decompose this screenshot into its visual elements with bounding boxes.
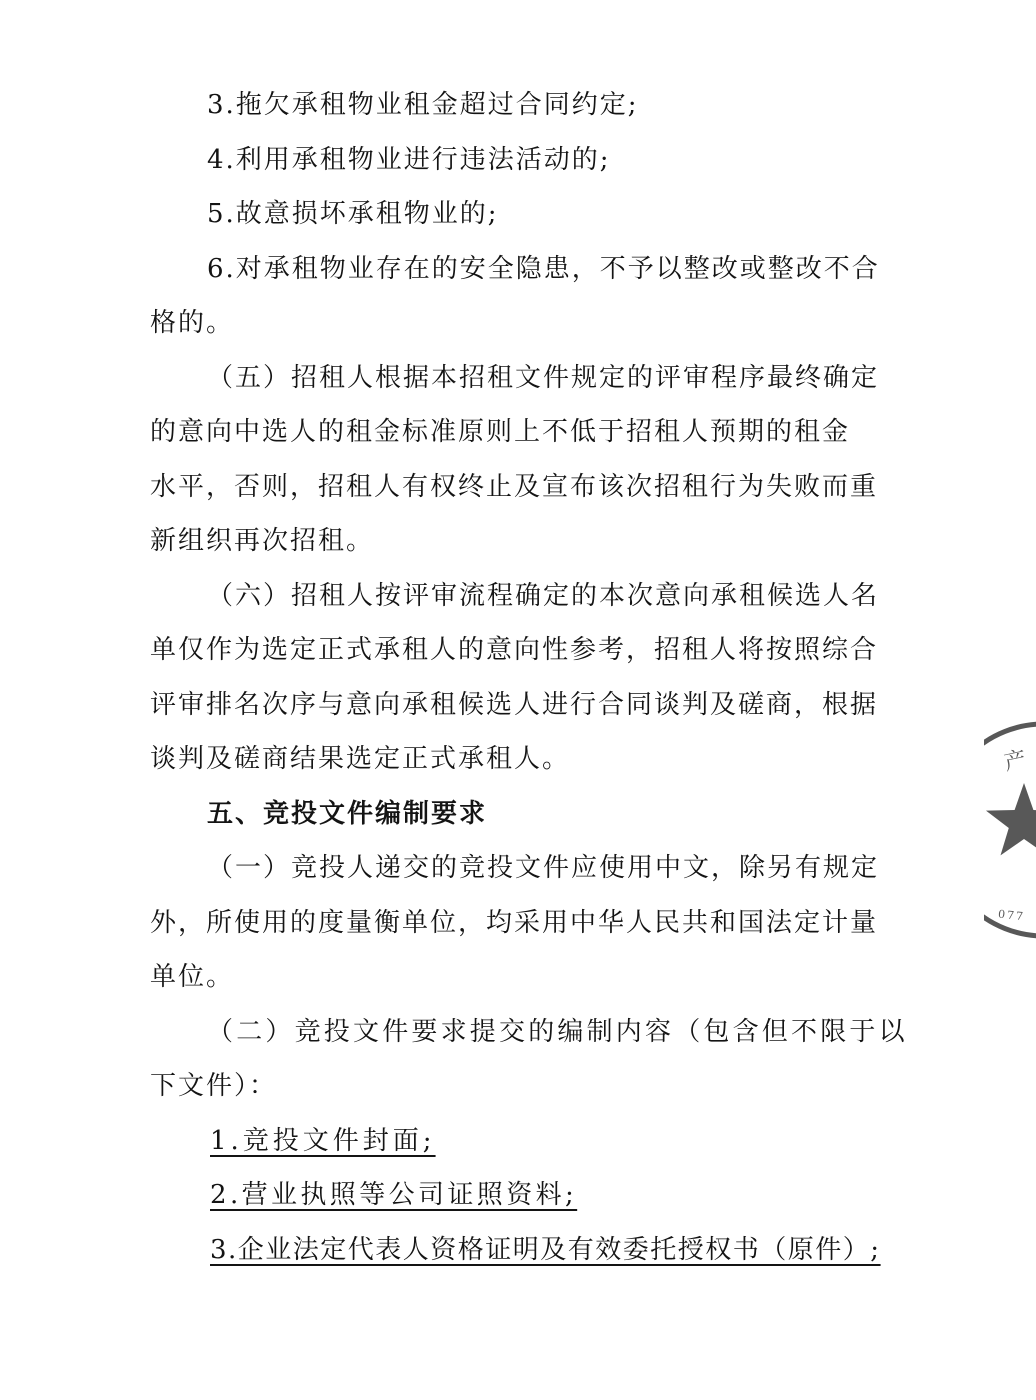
text-line: （六）招租人按评审流程确定的本次意向承租候选人名 xyxy=(207,580,880,611)
text-line: 水平，否则，招租人有权终止及宣布该次招租行为失败而重 xyxy=(150,471,879,502)
seal-star xyxy=(986,783,1036,855)
text-line: 6.对承租物业存在的安全隐患，不予以整改或整改不合 xyxy=(207,253,880,284)
clause-paragraph xyxy=(150,1005,910,1114)
text-line: 5.故意损坏承租物业的; xyxy=(207,199,499,229)
text-line: 谈判及磋商结果选定正式承租人。 xyxy=(150,744,571,774)
list-item xyxy=(150,78,910,133)
text-line: 外，所使用的度量衡单位，均采用中华人民共和国法定计量 xyxy=(150,907,879,938)
text-line: 的意向中选人的租金标准原则上不低于招租人预期的租金 xyxy=(150,417,851,447)
document-body xyxy=(150,78,910,1277)
required-document: 2.营业执照等公司证照资料; xyxy=(210,1180,578,1210)
seal-glyph: 产 xyxy=(1001,746,1029,776)
seal-number: 077 xyxy=(997,907,1026,924)
seal xyxy=(984,718,1036,944)
text-line: （一）竞投人递交的竞投文件应使用中文，除另有规定 xyxy=(207,853,880,883)
text-line: 新组织再次招租。 xyxy=(150,526,375,556)
list-item xyxy=(150,1223,910,1278)
text-line: （五）招租人根据本招租文件规定的评审程序最终确定 xyxy=(207,362,880,393)
section-heading: 五、竞投文件编制要求 xyxy=(207,798,488,829)
text-line: 下文件）： xyxy=(150,1071,278,1101)
text-line: 单位。 xyxy=(150,962,235,992)
text-line: 评审排名次序与意向承租候选人进行合同谈判及磋商，根据 xyxy=(150,689,879,720)
list-item xyxy=(150,133,910,188)
list-item xyxy=(150,1114,910,1169)
required-documents-list xyxy=(150,1114,910,1278)
list-item xyxy=(150,1168,910,1223)
text-line: 格的。 xyxy=(150,308,235,338)
clause-paragraph xyxy=(150,841,910,1005)
clause-paragraph xyxy=(150,351,910,569)
required-document: 3.企业法定代表人资格证明及有效委托授权书（原件）; xyxy=(210,1234,881,1265)
required-document: 1.竞投文件封面; xyxy=(210,1125,436,1156)
clause-paragraph xyxy=(150,569,910,787)
text-line: （二）竞投文件要求提交的编制内容（包含但不限于以 xyxy=(207,1016,908,1047)
text-line: 3.拖欠承租物业租金超过合同约定; xyxy=(207,90,639,120)
text-line: 4.利用承租物业进行违法活动的; xyxy=(207,144,611,175)
text-line: 单仅作为选定正式承租人的意向性参考，招租人将按照综合 xyxy=(150,635,879,665)
list-item xyxy=(150,187,910,242)
list-item xyxy=(150,242,910,351)
